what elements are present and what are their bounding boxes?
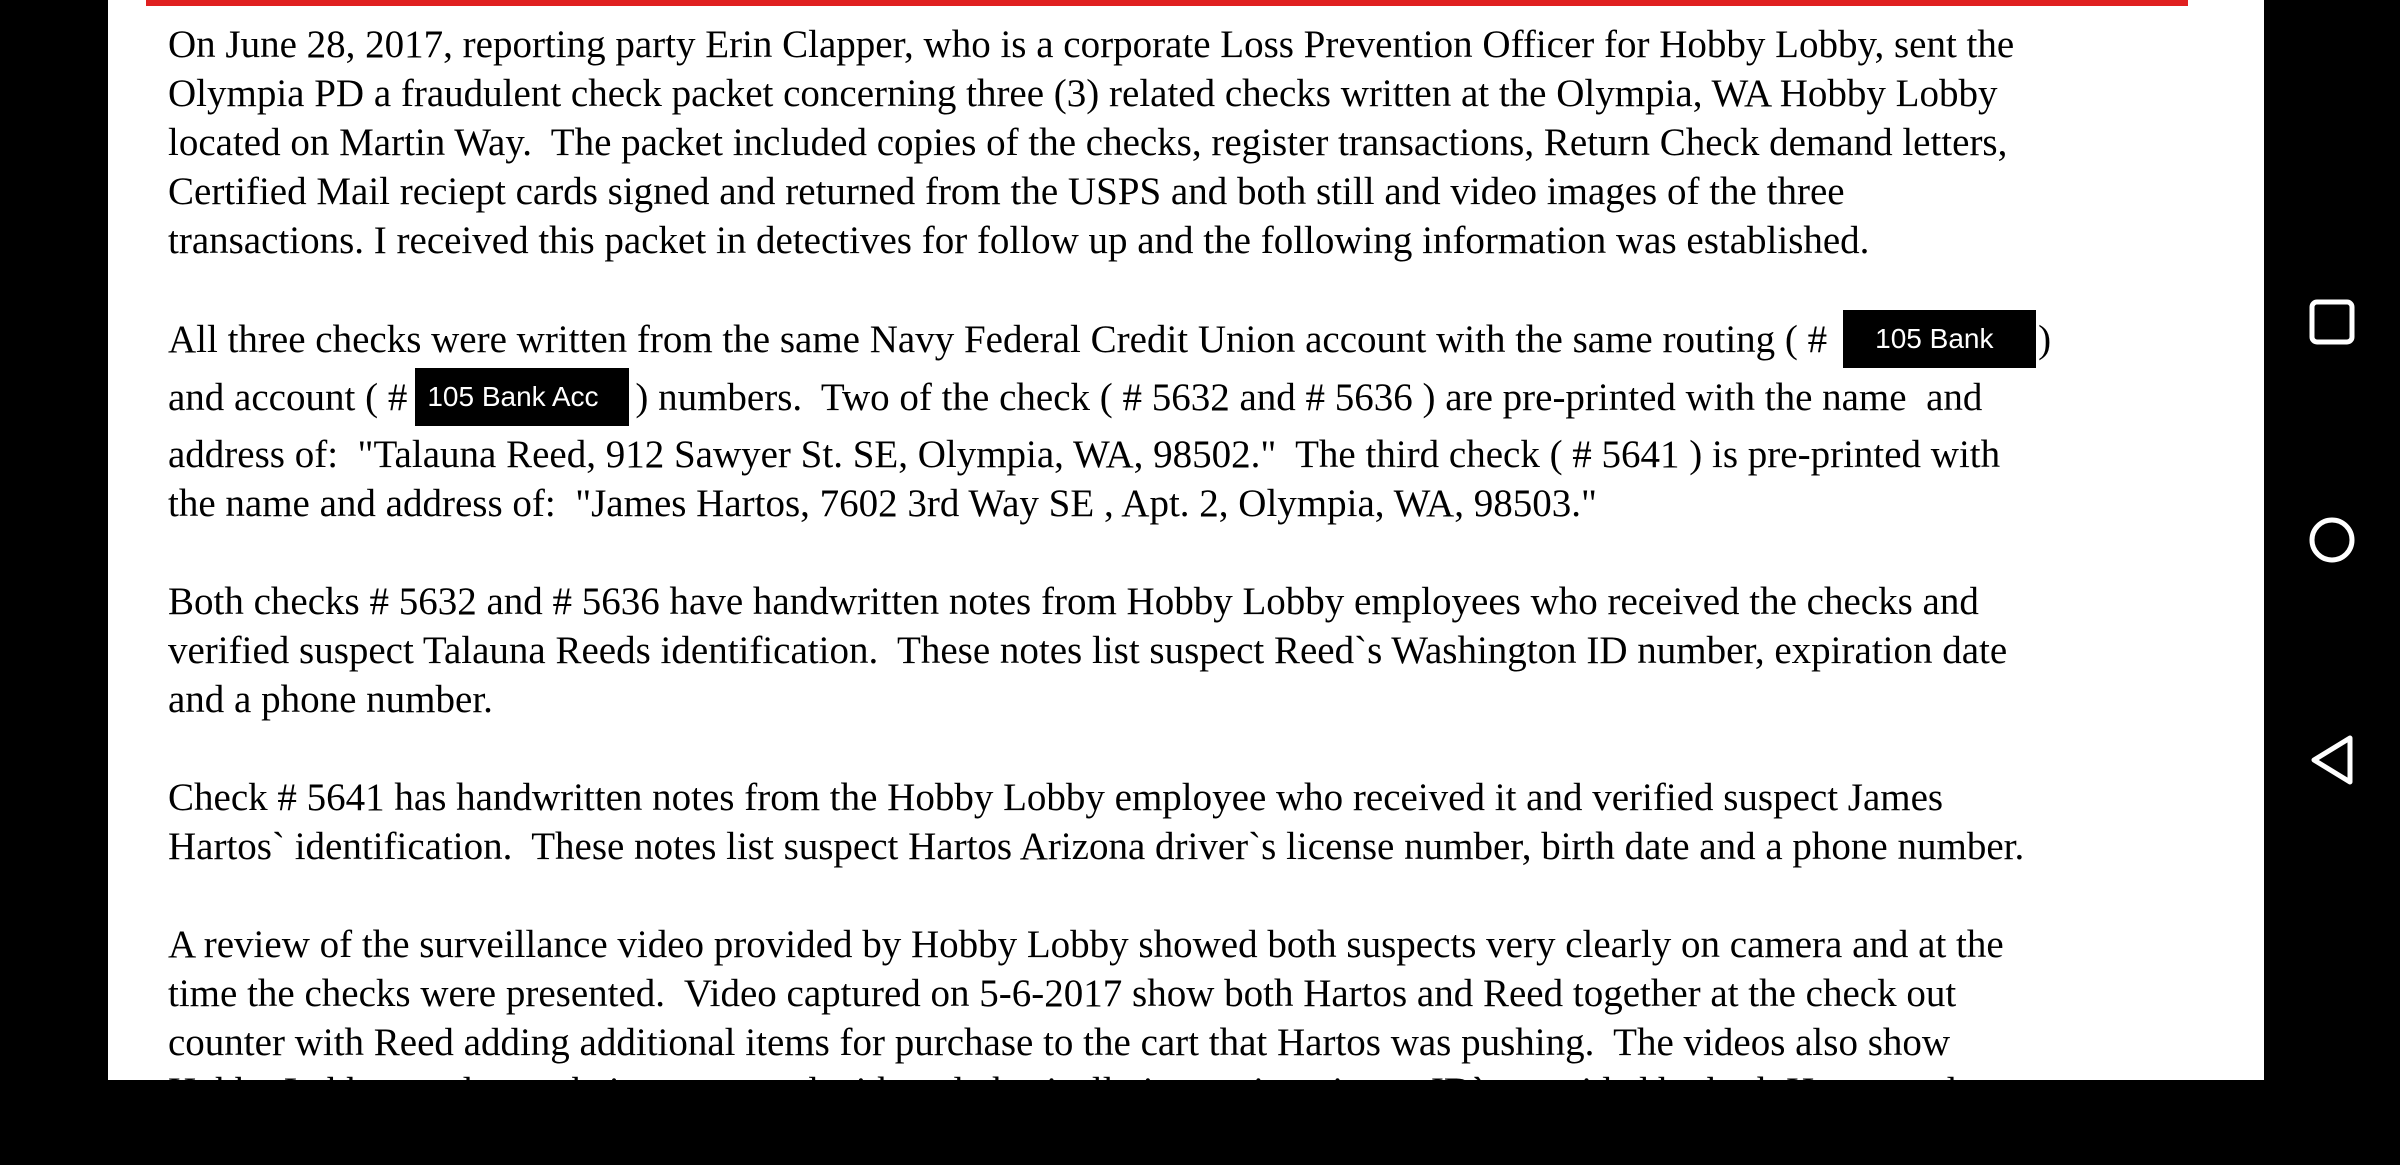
text-line: transactions. I received this packet in detectives for follow up and the following information was established. [168, 219, 1870, 262]
text-line: Hartos` identification. These notes list suspect Hartos Arizona driver`s license number, birth date and a phone number. [168, 825, 2025, 868]
back-button[interactable] [2292, 720, 2372, 800]
paragraph-3 [168, 577, 2258, 724]
text-line [168, 314, 2258, 372]
text-line: Check # 5641 has handwritten notes from the Hobby Lobby employee who received it and verified suspect James [168, 776, 1944, 819]
system-navigation-bar [2264, 0, 2400, 1080]
square-icon [2292, 282, 2372, 362]
text-line: address of: "Talauna Reed, 912 Sawyer St. SE, Olympia, WA, 98502." The third check ( # 5641 ) is pre-printed with [168, 433, 2001, 476]
home-button[interactable] [2292, 500, 2372, 580]
text-segment: All three checks were written from the same Navy Federal Credit Union account with the same routing ( # [168, 317, 1828, 361]
paragraph-5 [168, 920, 2258, 1116]
triangle-back-icon [2292, 720, 2372, 800]
redaction-box-account: 105 Bank Acc [415, 368, 629, 426]
text-line: the name and address of: "James Hartos, 7602 3rd Way SE , Apt. 2, Olympia, WA, 98503." [168, 482, 1597, 525]
text-line: verified suspect Talauna Reeds identification. These notes list suspect Reed`s Washington ID number, expiration date [168, 629, 2008, 672]
text-segment: ) [2038, 317, 2052, 361]
text-segment: ) numbers. Two of the check ( # 5632 and # 5636 ) are pre-printed with the name and [635, 375, 1983, 419]
text-line: A review of the surveillance video provided by Hobby Lobby showed both suspects very clearly on camera and at the [168, 923, 2004, 966]
redaction-box-routing: 105 Bank [1843, 310, 2036, 368]
paragraph-4 [168, 773, 2258, 871]
text-line: Olympia PD a fraudulent check packet concerning three (3) related checks written at the Olympia, WA Hobby Lobby [168, 72, 1998, 115]
paragraph-2 [168, 314, 2258, 528]
text-line: and a phone number. [168, 678, 493, 721]
page-top-rule [146, 0, 2188, 6]
text-line: Certified Mail reciept cards signed and returned from the USPS and both still and video images of the three [168, 170, 1845, 213]
recents-button[interactable] [2292, 282, 2372, 362]
text-line: Hobby Lobby employees being presented with and physically inspecting picture ID`s provided by both Hartos and [168, 1070, 1957, 1113]
text-line: counter with Reed adding additional items for purchase to the cart that Hartos was pushing. The videos also show [168, 1021, 1951, 1064]
document-page[interactable] [108, 0, 2264, 1113]
document-body [168, 20, 2258, 1165]
circle-icon [2292, 500, 2372, 580]
paragraph-1 [168, 20, 2258, 265]
text-line: time the checks were presented. Video captured on 5-6-2017 show both Hartos and Reed together at the check out [168, 972, 1957, 1015]
text-line: Both checks # 5632 and # 5636 have handwritten notes from Hobby Lobby employees who received the checks and [168, 580, 1979, 623]
text-line [168, 372, 2258, 430]
text-line: located on Martin Way. The packet included copies of the checks, register transactions, Return Check demand letters, [168, 121, 2008, 164]
text-segment: and account ( # [168, 375, 408, 419]
text-line: On June 28, 2017, reporting party Erin Clapper, who is a corporate Loss Prevention Officer for Hobby Lobby, sent the [168, 23, 2015, 66]
